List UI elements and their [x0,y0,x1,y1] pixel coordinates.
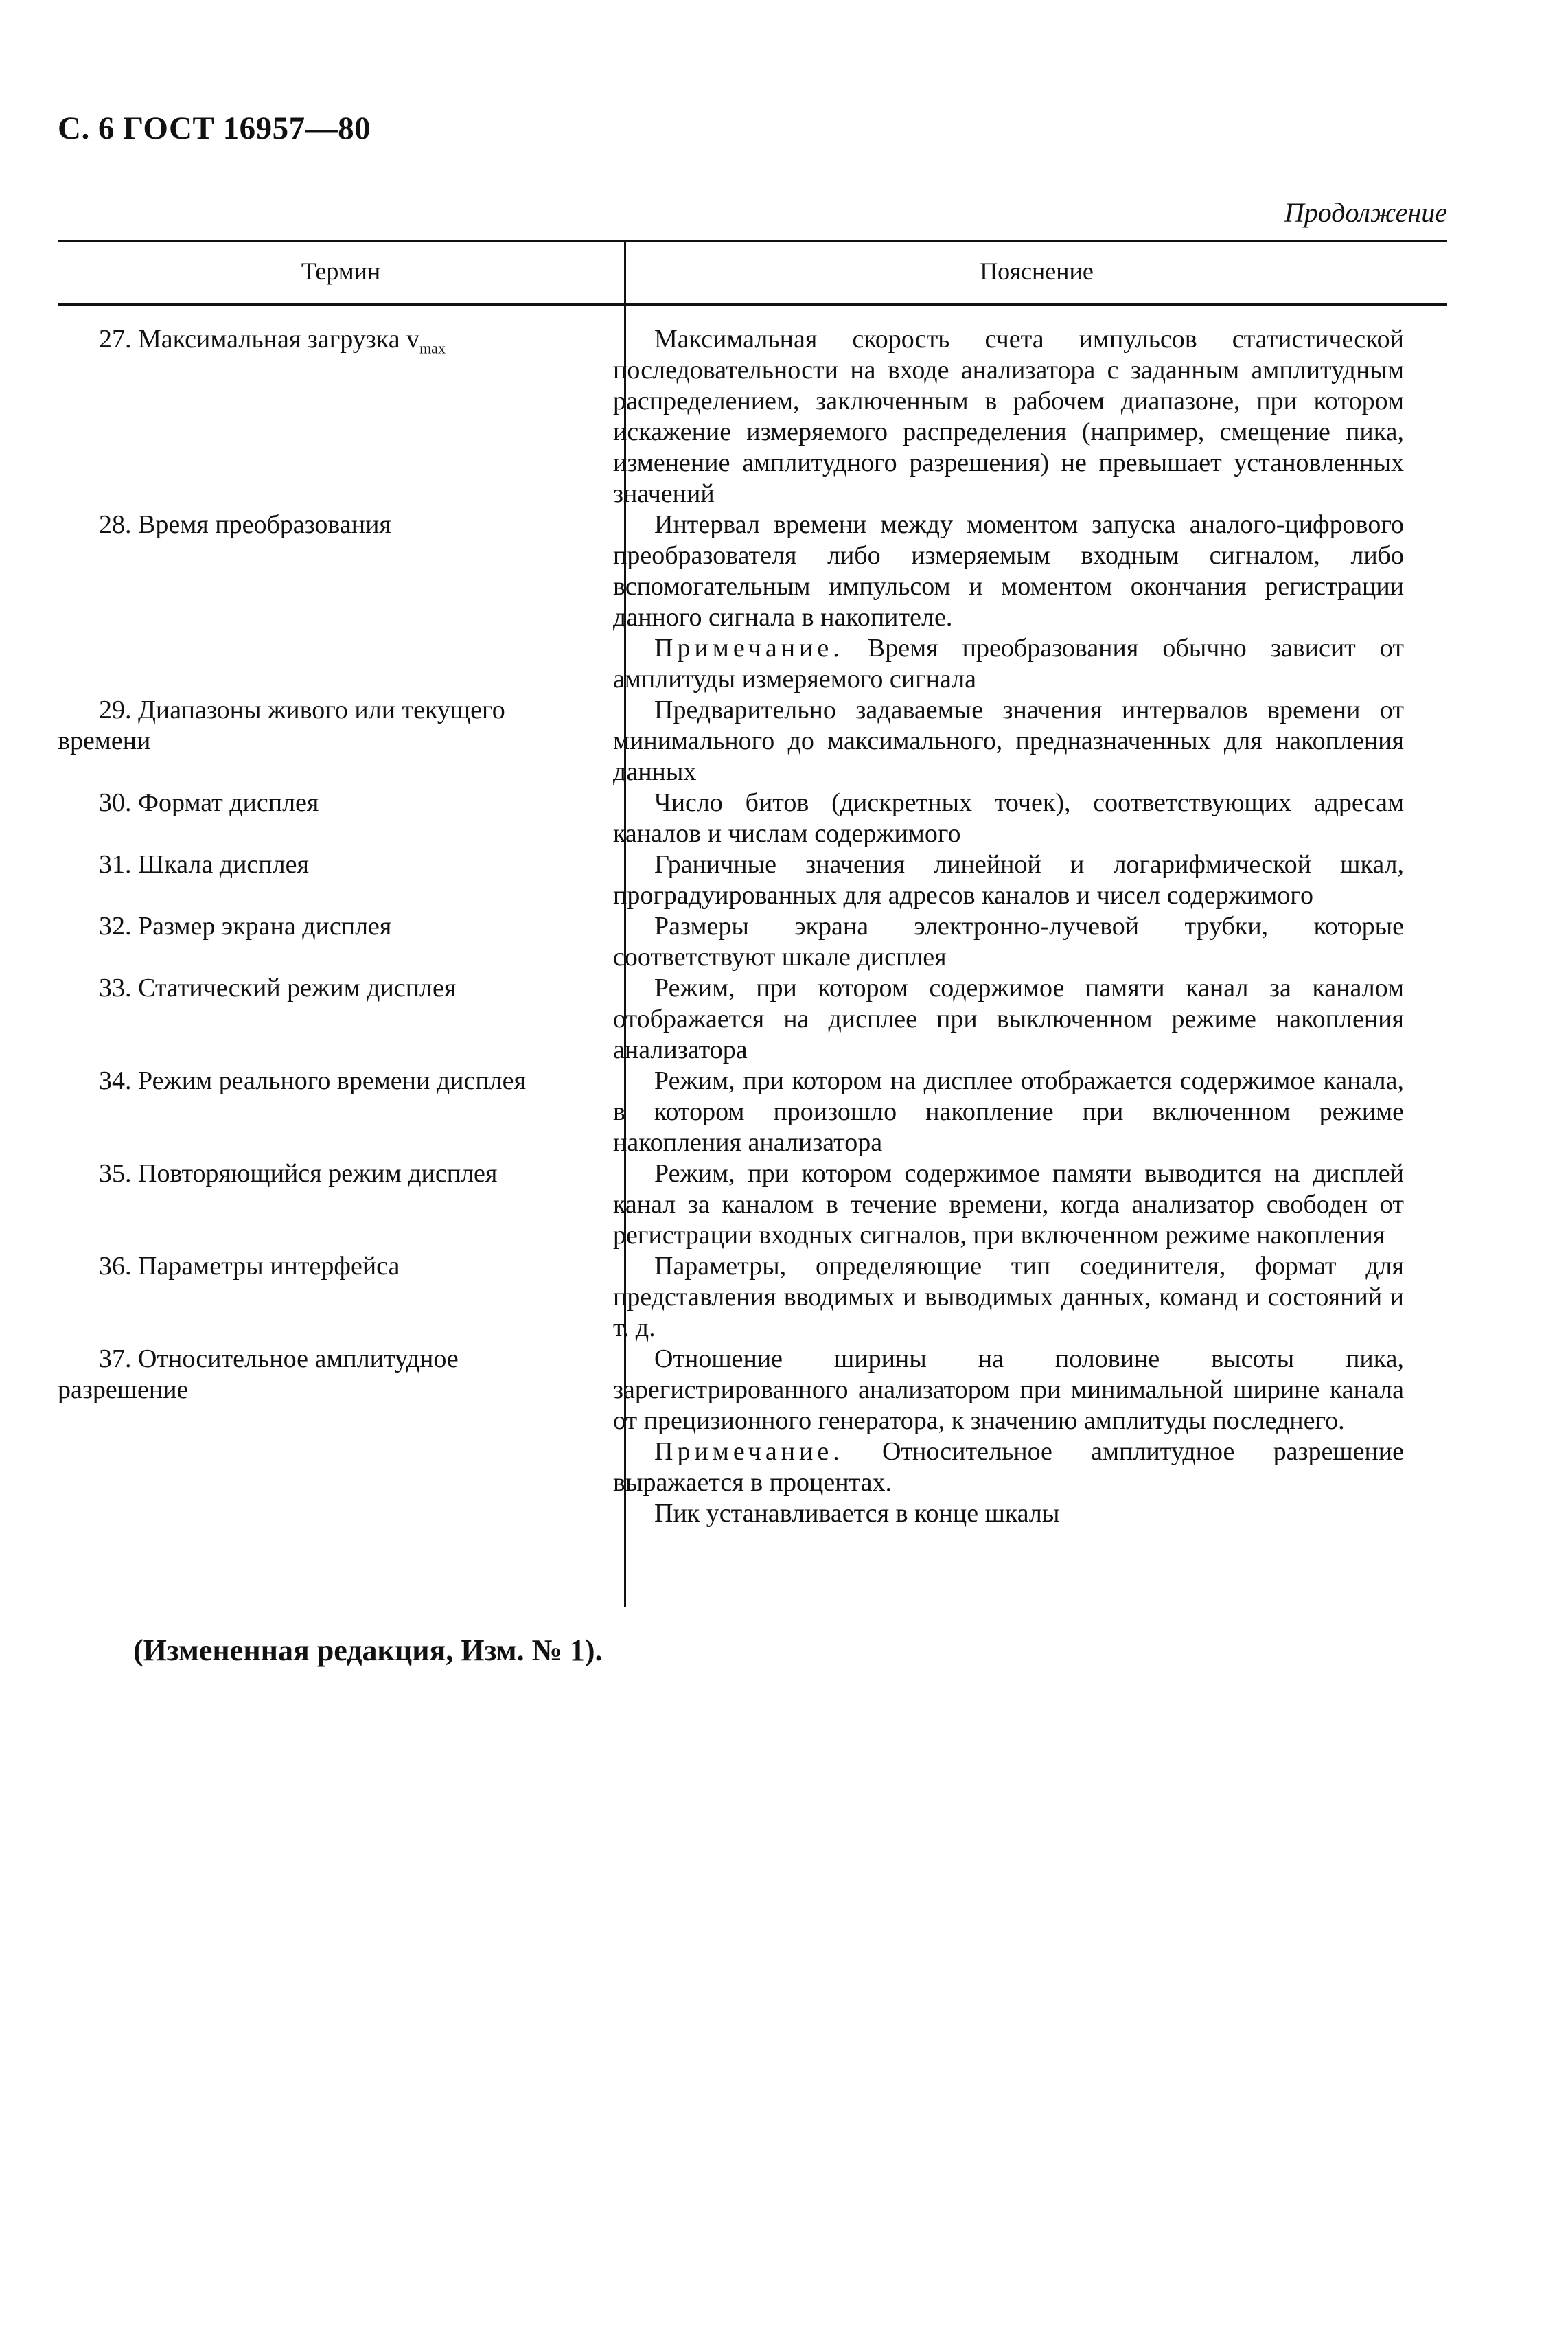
table-row [58,1344,1447,1529]
explanation-cell [613,1251,1404,1344]
term-text: 34. Режим реального времени дисплея [99,1066,527,1095]
explanation-text: Параметры, определяющие тип соединителя, формат для представления вводимых и выводимых данных, команд и состояний и т. д. [613,1252,1404,1342]
term-cell [16,849,583,911]
term-text: 27. Максимальная загрузка v [99,325,420,354]
explanation-text: Режим, при котором на дисплее отображается содержимое канала, в котором произошло накопление при включенном режиме накопления анализатора [613,1066,1404,1157]
note-label: Примечание. [654,634,844,663]
table-row [58,788,1447,849]
term-cell [16,509,583,695]
column-header-term: Термин [301,257,381,285]
table-row [58,973,1447,1066]
term-text: 36. Параметры интерфейса [99,1252,400,1281]
table-row [58,324,1447,509]
term-text: 31. Шкала дисплея [99,850,309,879]
term-text: 35. Повторяющийся режим дисплея [99,1159,498,1188]
term-cell [16,695,583,788]
explanation-extra: Пик устанавливается в конце шкалы [654,1499,1060,1528]
explanation-cell [613,973,1404,1066]
column-header-explanation: Пояснение [980,257,1094,285]
note-text: Относительное амплитудное разрешение выражается в процентах. [613,1437,1404,1497]
term-text: 30. Формат дисплея [99,788,319,817]
term-text: 28. Время преобразования [99,510,391,539]
continuation-label: Продолжение [1284,197,1447,228]
table-row [58,849,1447,911]
table-row [58,509,1447,695]
explanation-text: Режим, при котором содержимое памяти канал за каналом отображается на дисплее при выключенном режиме накопления анализатора [613,974,1404,1064]
explanation-text: Граничные значения линейной и логарифмической шкал, проградуированных для адресов каналов и чисел содержимого [613,850,1404,910]
term-subscript: max [419,339,446,357]
explanation-note [613,1436,1404,1498]
amendment-note: (Измененная редакция, Изм. № 1). [133,1633,603,1667]
explanation-cell [613,1344,1404,1529]
explanation-text: Размеры экрана электронно-лучевой трубки, которые соответствуют шкале дисплея [613,912,1404,972]
table-top-rule [58,240,1447,242]
table-row [58,1066,1447,1158]
table-body [58,324,1447,1529]
explanation-cell [613,1158,1404,1251]
term-cell [16,1066,583,1158]
term-text: 33. Статический режим дисплея [99,974,457,1002]
term-text: 29. Диапазоны живого или текущего времени [58,696,505,755]
explanation-text: Режим, при котором содержимое памяти выводится на дисплей канал за каналом в течение времени, когда анализатор свободен от регистрации входных сигналов, при включенном режиме накопления [613,1159,1404,1250]
term-text: 32. Размер экрана дисплея [99,912,392,941]
explanation-cell [613,695,1404,788]
term-cell [16,973,583,1066]
explanation-note [613,633,1404,695]
terms-table [58,240,1447,1607]
table-row [58,1158,1447,1251]
note-label: Примечание. [654,1437,844,1466]
explanation-cell [613,324,1404,509]
explanation-cell [613,788,1404,849]
explanation-text: Число битов (дискретных точек), соответствующих адресам каналов и числам содержимого [613,788,1404,848]
term-cell [16,324,583,509]
page-header: С. 6 ГОСТ 16957—80 [58,111,371,146]
explanation-cell [613,911,1404,973]
term-cell [16,1251,583,1344]
explanation-text: Интервал времени между моментом запуска аналого-цифрового преобразователя либо измеряемым входным сигналом, либо вспомогательным импульсом и моментом окончания регистрации данного сигнала в накопителе. [613,510,1404,632]
term-cell [16,911,583,973]
explanation-text: Предварительно задаваемые значения интервалов времени от минимального до максимального, предназначенных для накопления данных [613,696,1404,786]
explanation-cell [613,849,1404,911]
explanation-cell [613,1066,1404,1158]
table-row [58,911,1447,973]
note-text: Время преобразования обычно зависит от амплитуды измеряемого сигнала [613,634,1404,693]
table-header-rule [58,303,1447,306]
term-text: 37. Относительное амплитудное разрешение [58,1344,459,1404]
table-row [58,1251,1447,1344]
explanation-text: Максимальная скорость счета импульсов статистической последовательности на входе анализатора с заданным амплитудным распределением, заключенным в рабочем диапазоне, при котором искажение измеряемого распределения (например, смещение пика, изменение амплитудного разрешения) не превышает установленных значений [613,325,1404,508]
term-cell [16,788,583,849]
table-row [58,695,1447,788]
explanation-text: Отношение ширины на половине высоты пика, зарегистрированного анализатором при минимальной ширине канала от прецизионного генератора, к значению амплитуды последнего. [613,1344,1404,1435]
explanation-cell [613,509,1404,695]
term-cell [16,1344,583,1529]
term-cell [16,1158,583,1251]
